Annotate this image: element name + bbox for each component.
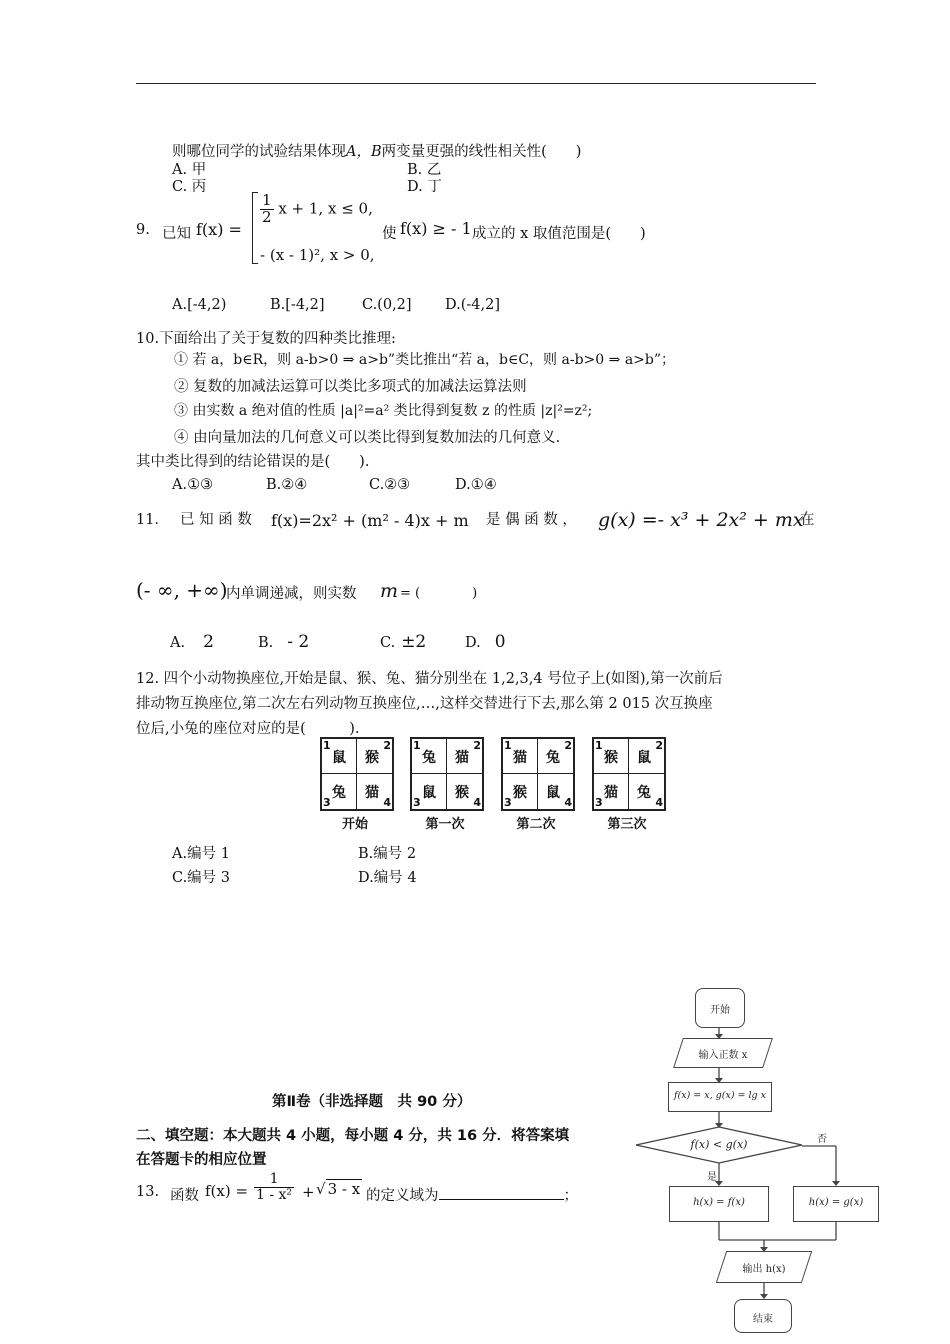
q12-option-b: B.编号 2 [358, 846, 417, 862]
q10-stem: 10.下面给出了关于复数的四种类比推理: [136, 331, 396, 347]
q13-answer-blank [439, 1187, 564, 1200]
seat-animal: 兔 [332, 785, 346, 801]
q12-option-d: D.编号 4 [358, 870, 417, 886]
q10-option-b: B.②④ [266, 477, 308, 493]
flowchart-input-label: 输入正数 x [698, 1050, 748, 1061]
q8-option-b: B. 乙 [407, 162, 442, 178]
seat-animal: 猴 [365, 750, 379, 766]
section-heading-line-2: 在答题卡的相应位置 [136, 1152, 267, 1168]
q11-var: m [380, 580, 399, 602]
flowchart-yes-label: 是 [707, 1172, 717, 1183]
q13-fx: f(x) = [205, 1182, 249, 1200]
flowchart-no-branch-label: h(x) = g(x) [808, 1197, 864, 1208]
q10-option-d: D.①④ [455, 477, 497, 493]
q9-option-a: A.[-4,2) [172, 297, 227, 313]
q8-option-c: C. 丙 [172, 179, 207, 195]
flowchart-assign-label: f(x) = x, g(x) = lg x [673, 1090, 767, 1101]
q10-option-a: A.①③ [172, 477, 214, 493]
seat-animal: 猴 [455, 785, 469, 801]
seat-grid-label: 第二次 [516, 817, 556, 832]
seat-animal: 兔 [422, 750, 436, 766]
q9-cond-tail: 成立的 x 取值范围是( ) [472, 226, 646, 242]
flowchart-decision-label: f(x) < g(x) [690, 1138, 748, 1151]
seat-grid-second: 1 2 3 4 猫 兔 猴 鼠 [501, 737, 575, 811]
q8-option-a: A. 甲 [172, 162, 207, 178]
q11-option-c: C. ±2 [380, 632, 427, 652]
q10-question: 其中类比得到的结论错误的是( ). [136, 454, 370, 470]
seat-animal: 猴 [604, 750, 618, 766]
seat-grid-label: 第三次 [607, 817, 647, 832]
q9-option-d: D.(-4,2] [445, 297, 500, 313]
flowchart [618, 985, 888, 1335]
seat-animal: 猫 [365, 785, 379, 801]
seat-grid-first: 1 2 3 4 兔 猫 鼠 猴 [410, 737, 484, 811]
q12-option-c: C.编号 3 [172, 870, 231, 886]
q11-lead: 已 知 函 数 [180, 512, 252, 528]
q8-option-d: D. 丁 [407, 179, 442, 195]
q9-condition: f(x) ≥ - 1 [400, 219, 472, 238]
q10-item-3: ③ 由实数 a 绝对值的性质 |a|²=a² 类比得到复数 z 的性质 |z|²=z²; [174, 403, 593, 419]
q12-line-2: 排动物互换座位,第二次左右列动物互换座位,…,这样交替进行下去,那么第 2 015 次互换座 [136, 696, 713, 712]
q11-option-d: D. 0 [465, 632, 506, 652]
seat-animal: 鼠 [546, 785, 560, 801]
q11-line2-tail: = ( ) [400, 586, 478, 601]
q11-mid: 是 偶 函 数 ， [486, 512, 577, 528]
q11-line2: 内单调递减，则实数 [226, 586, 357, 602]
flowchart-end-label: 结束 [753, 1314, 773, 1325]
flowchart-output-label: 输出 h(x) [742, 1264, 786, 1275]
q11-option-a: A. 2 [170, 632, 214, 652]
q11-option-b: B. - 2 [258, 632, 310, 652]
q9-brace [252, 192, 258, 264]
q11-gx: g(x) =- x³ + 2x² + mx [598, 509, 804, 531]
section-heading-line-1: 二、填空题：本大题共 4 小题，每小题 4 分，共 16 分．将答案填 [136, 1128, 570, 1144]
seat-grid-third: 1 2 3 4 猴 鼠 猫 兔 [592, 737, 666, 811]
header-rule [136, 83, 816, 84]
q13-fraction: $\frac{1}{\text{1 - x²}}$ [256, 1171, 293, 1203]
q13-plus: + [302, 1183, 315, 1201]
q9-case2: - (x - 1)², x > 0, [260, 246, 375, 264]
flowchart-no-label: 否 [817, 1134, 827, 1145]
q12-line-3: 位后,小兔的座位对应的是( ). [136, 721, 360, 737]
seat-animal: 兔 [546, 750, 560, 766]
seat-animal: 猴 [513, 785, 527, 801]
q10-option-c: C.②③ [369, 477, 411, 493]
q9-fx: f(x) = [196, 220, 242, 239]
seat-grid-label: 开始 [341, 817, 368, 832]
seat-grid-label: 第一次 [425, 817, 465, 832]
seat-animal: 鼠 [332, 750, 346, 766]
q9-lead: 已知 [162, 226, 191, 242]
seat-grid-start: 1 2 3 4 鼠 猴 兔 猫 [320, 737, 394, 811]
q9-number: 9. [136, 222, 150, 238]
q9-case1: $\frac{1}{2}$ x + 1, x ≤ 0, [262, 191, 373, 226]
q10-item-1: ① 若 a，b∈R，则 a-b>0 ⇒ a>b”类比推出“若 a，b∈C，则 a-b>0 ⇒ a>b”； [174, 352, 676, 368]
seat-animal: 猫 [455, 750, 469, 766]
q13-sqrt: √ 3 - x [316, 1180, 361, 1198]
part2-title: 第Ⅱ卷（非选择题 共 90 分） [272, 1094, 472, 1110]
q9-option-b: B.[-4,2] [270, 297, 325, 313]
q12-option-a: A.编号 1 [172, 846, 230, 862]
q10-item-2: ② 复数的加减法运算可以类比多项式的加减法运算法则 [174, 379, 527, 395]
flowchart-yes-branch-label: h(x) = f(x) [693, 1197, 745, 1208]
q10-item-4: ④ 由向量加法的几何意义可以类比得到复数加法的几何意义. [174, 430, 561, 446]
q11-interval: (- ∞, +∞) [136, 578, 228, 602]
q13-tail: 的定义域为 ； [366, 1188, 578, 1204]
q11-fx: f(x)=2x² + (m² - 4)x + m [271, 511, 469, 530]
q13-lead: 函数 [170, 1188, 199, 1204]
seat-animal: 鼠 [422, 785, 436, 801]
seat-animal: 鼠 [637, 750, 651, 766]
q9-option-c: C.(0,2] [362, 297, 412, 313]
seat-animal: 兔 [637, 785, 651, 801]
seat-animal: 猫 [604, 785, 618, 801]
seat-animal: 猫 [513, 750, 527, 766]
q11-number: 11． [136, 512, 169, 528]
q12-line-1: 12. 四个小动物换座位,开始是鼠、猴、兔、猫分别坐在 1,2,3,4 号位子上(如图),第一次前后 [136, 671, 723, 687]
q8-stem: 则哪位同学的试验结果体现A，B两变量更强的线性相关性( ) [172, 144, 582, 160]
q9-cond-lead: 使 [382, 226, 397, 242]
q11-tail: 在 [800, 512, 815, 528]
flowchart-start-label: 开始 [710, 1005, 730, 1016]
q13-number: 13. [136, 1184, 160, 1200]
